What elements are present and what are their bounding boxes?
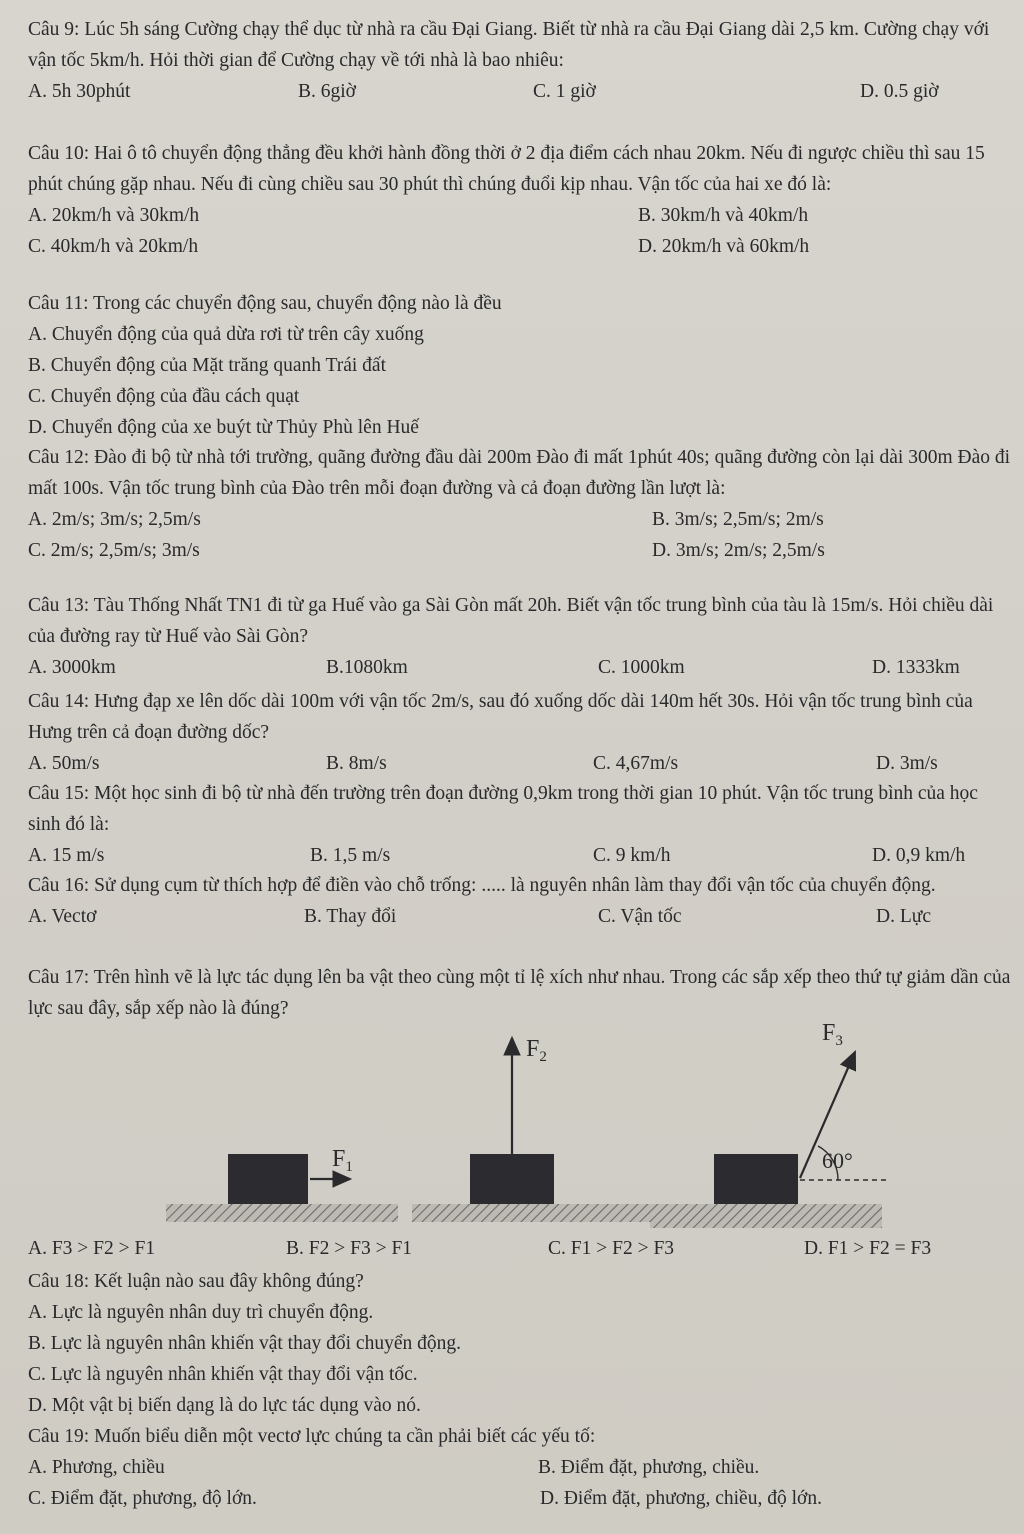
question-10-stem: Câu 10: Hai ô tô chuyển động thẳng đều khởi hành đồng thời ở 2 địa điểm cách nhau 20km. Nếu đi ngược chiều thì sau 15 phút chúng gặp nhau. Nếu đi cùng chiều sau 30 phút thì chúng đuổi kịp nhau. Vận tốc của hai xe đó là: <box>28 143 985 195</box>
question-14-option-c[interactable]: C. 4,67m/s <box>593 753 679 774</box>
question-16-options <box>28 901 1014 932</box>
question-14-option-a[interactable]: A. 50m/s <box>28 753 100 774</box>
question-16-stem: Câu 16: Sử dụng cụm từ thích hợp để điền vào chỗ trống: ..... là nguyên nhân làm thay đổi vận tốc của chuyển động. <box>28 875 936 896</box>
question-17-option-a[interactable]: A. F3 > F2 > F1 <box>28 1238 156 1259</box>
question-12-options-row-2 <box>28 535 1014 566</box>
question-9-option-a[interactable]: A. 5h 30phút <box>28 81 131 102</box>
question-16-option-c[interactable]: C. Vận tốc <box>598 906 682 927</box>
question-19-option-a[interactable]: A. Phương, chiều <box>28 1457 165 1478</box>
question-16-option-a[interactable]: A. Vectơ <box>28 906 97 927</box>
question-11 <box>28 288 1014 443</box>
question-15-option-c[interactable]: C. 9 km/h <box>593 845 671 866</box>
question-19-option-c[interactable]: C. Điểm đặt, phương, độ lớn. <box>28 1488 257 1509</box>
question-9-option-d[interactable]: D. 0.5 giờ <box>860 81 939 102</box>
question-10-option-c[interactable]: C. 40km/h và 20km/h <box>28 236 199 257</box>
question-11-option-d[interactable]: D. Chuyển động của xe buýt từ Thủy Phù lên Huế <box>28 417 419 438</box>
question-12-option-d[interactable]: D. 3m/s; 2m/s; 2,5m/s <box>652 540 825 561</box>
question-14-options <box>28 748 1014 779</box>
question-12 <box>28 442 1014 566</box>
ground-3 <box>650 1204 882 1228</box>
question-18-options <box>28 1297 1014 1421</box>
question-9 <box>28 14 1014 107</box>
question-13-option-d[interactable]: D. 1333km <box>872 657 960 678</box>
question-14-option-d[interactable]: D. 3m/s <box>876 753 938 774</box>
question-19-options-row-2 <box>28 1483 1014 1514</box>
question-15-option-d[interactable]: D. 0,9 km/h <box>872 845 966 866</box>
question-19-options-row-1 <box>28 1452 1014 1483</box>
question-10-options-row-2 <box>28 231 1014 262</box>
question-10-options-row-1 <box>28 200 1014 231</box>
force-f2-label: $F_2$ <box>526 1036 547 1065</box>
question-16 <box>28 870 1014 932</box>
question-12-options-row-1 <box>28 504 1014 535</box>
question-17-option-b[interactable]: B. F2 > F3 > F1 <box>286 1238 413 1259</box>
question-17-options <box>28 1233 1014 1264</box>
question-18 <box>28 1266 1014 1421</box>
question-11-option-b[interactable]: B. Chuyển động của Mặt trăng quanh Trái đất <box>28 355 386 376</box>
question-15 <box>28 778 1014 871</box>
block-3 <box>714 1154 798 1204</box>
question-11-option-c[interactable]: C. Chuyển động của đầu cách quạt <box>28 386 300 407</box>
question-16-option-d[interactable]: D. Lực <box>876 906 931 927</box>
question-13-option-b[interactable]: B.1080km <box>326 657 408 678</box>
force-f1-label: $F_1$ <box>332 1146 353 1175</box>
ground-2 <box>412 1204 654 1222</box>
question-12-option-c[interactable]: C. 2m/s; 2,5m/s; 3m/s <box>28 540 200 561</box>
question-15-options <box>28 840 1014 871</box>
question-17-option-c[interactable]: C. F1 > F2 > F3 <box>548 1238 675 1259</box>
force-diagram-svg <box>150 1018 890 1233</box>
force-f3-label: $F_3$ <box>822 1020 843 1049</box>
question-9-options <box>28 76 1014 107</box>
question-9-option-c[interactable]: C. 1 giờ <box>533 81 596 102</box>
question-11-option-a[interactable]: A. Chuyển động của quả dừa rơi từ trên cây xuống <box>28 324 424 345</box>
question-14 <box>28 686 1014 779</box>
question-16-option-b[interactable]: B. Thay đổi <box>304 906 397 927</box>
question-13 <box>28 590 1014 683</box>
question-17 <box>28 962 1014 1024</box>
question-18-stem: Câu 18: Kết luận nào sau đây không đúng? <box>28 1271 364 1292</box>
question-10-option-d[interactable]: D. 20km/h và 60km/h <box>638 236 810 257</box>
question-17-option-d[interactable]: D. F1 > F2 = F3 <box>804 1238 932 1259</box>
block-2 <box>470 1154 554 1204</box>
question-10-option-b[interactable]: B. 30km/h và 40km/h <box>638 205 809 226</box>
question-11-options <box>28 319 1014 443</box>
question-9-option-b[interactable]: B. 6giờ <box>298 81 356 102</box>
block-1 <box>228 1154 308 1204</box>
question-15-stem: Câu 15: Một học sinh đi bộ từ nhà đến trường trên đoạn đường 0,9km trong thời gian 10 phút. Vận tốc trung bình của học sinh đó là: <box>28 783 978 835</box>
question-19-option-d[interactable]: D. Điểm đặt, phương, chiều, độ lớn. <box>540 1488 822 1509</box>
question-19-stem: Câu 19: Muốn biểu diễn một vectơ lực chúng ta cần phải biết các yếu tố: <box>28 1426 596 1447</box>
question-18-option-b[interactable]: B. Lực là nguyên nhân khiến vật thay đổi chuyển động. <box>28 1333 461 1354</box>
question-12-option-a[interactable]: A. 2m/s; 3m/s; 2,5m/s <box>28 509 201 530</box>
question-15-option-b[interactable]: B. 1,5 m/s <box>310 845 391 866</box>
question-14-stem: Câu 14: Hưng đạp xe lên dốc dài 100m với vận tốc 2m/s, sau đó xuống dốc dài 140m hết 30s. Hỏi vận tốc trung bình của Hưng trên cả đoạn đường dốc? <box>28 691 973 743</box>
question-19-option-b[interactable]: B. Điểm đặt, phương, chiều. <box>538 1457 760 1478</box>
question-18-option-c[interactable]: C. Lực là nguyên nhân khiến vật thay đổi vận tốc. <box>28 1364 418 1385</box>
question-15-option-a[interactable]: A. 15 m/s <box>28 845 105 866</box>
question-19 <box>28 1421 1014 1514</box>
question-10 <box>28 138 1014 262</box>
question-13-stem: Câu 13: Tàu Thống Nhất TN1 đi từ ga Huế vào ga Sài Gòn mất 20h. Biết vận tốc trung bình của tàu là 15m/s. Hỏi chiều dài của đường ray từ Huế vào Sài Gòn? <box>28 595 994 647</box>
question-18-option-d[interactable]: D. Một vật bị biến dạng là do lực tác dụng vào nó. <box>28 1395 421 1416</box>
question-11-stem: Câu 11: Trong các chuyển động sau, chuyển động nào là đều <box>28 293 502 314</box>
question-12-stem: Câu 12: Đào đi bộ từ nhà tới trường, quãng đường đầu dài 200m Đào đi mất 1phút 40s; quãng đường còn lại dài 300m Đào đi mất 100s. Vận tốc trung bình của Đào trên mỗi đoạn đường và cả đoạn đường lần lượt là: <box>28 447 1011 499</box>
question-17-answers <box>28 1233 1014 1264</box>
angle-label: 60° <box>822 1148 853 1173</box>
question-13-options <box>28 652 1014 683</box>
question-13-option-c[interactable]: C. 1000km <box>598 657 685 678</box>
question-18-option-a[interactable]: A. Lực là nguyên nhân duy trì chuyển động. <box>28 1302 374 1323</box>
ground-1 <box>166 1204 398 1222</box>
question-14-option-b[interactable]: B. 8m/s <box>326 753 387 774</box>
question-12-option-b[interactable]: B. 3m/s; 2,5m/s; 2m/s <box>652 509 824 530</box>
force-diagram <box>150 1018 890 1233</box>
question-13-option-a[interactable]: A. 3000km <box>28 657 116 678</box>
question-10-option-a[interactable]: A. 20km/h và 30km/h <box>28 205 200 226</box>
question-9-stem: Câu 9: Lúc 5h sáng Cường chạy thể dục từ nhà ra cầu Đại Giang. Biết từ nhà ra cầu Đại Giang dài 2,5 km. Cường chạy với vận tốc 5km/h. Hỏi thời gian để Cường chạy về tới nhà là bao nhiêu: <box>28 19 990 71</box>
question-17-stem: Câu 17: Trên hình vẽ là lực tác dụng lên ba vật theo cùng một tỉ lệ xích như nhau. Trong các sắp xếp theo thứ tự giảm dần của lực sau đây, sắp xếp nào là đúng? <box>28 967 1011 1019</box>
